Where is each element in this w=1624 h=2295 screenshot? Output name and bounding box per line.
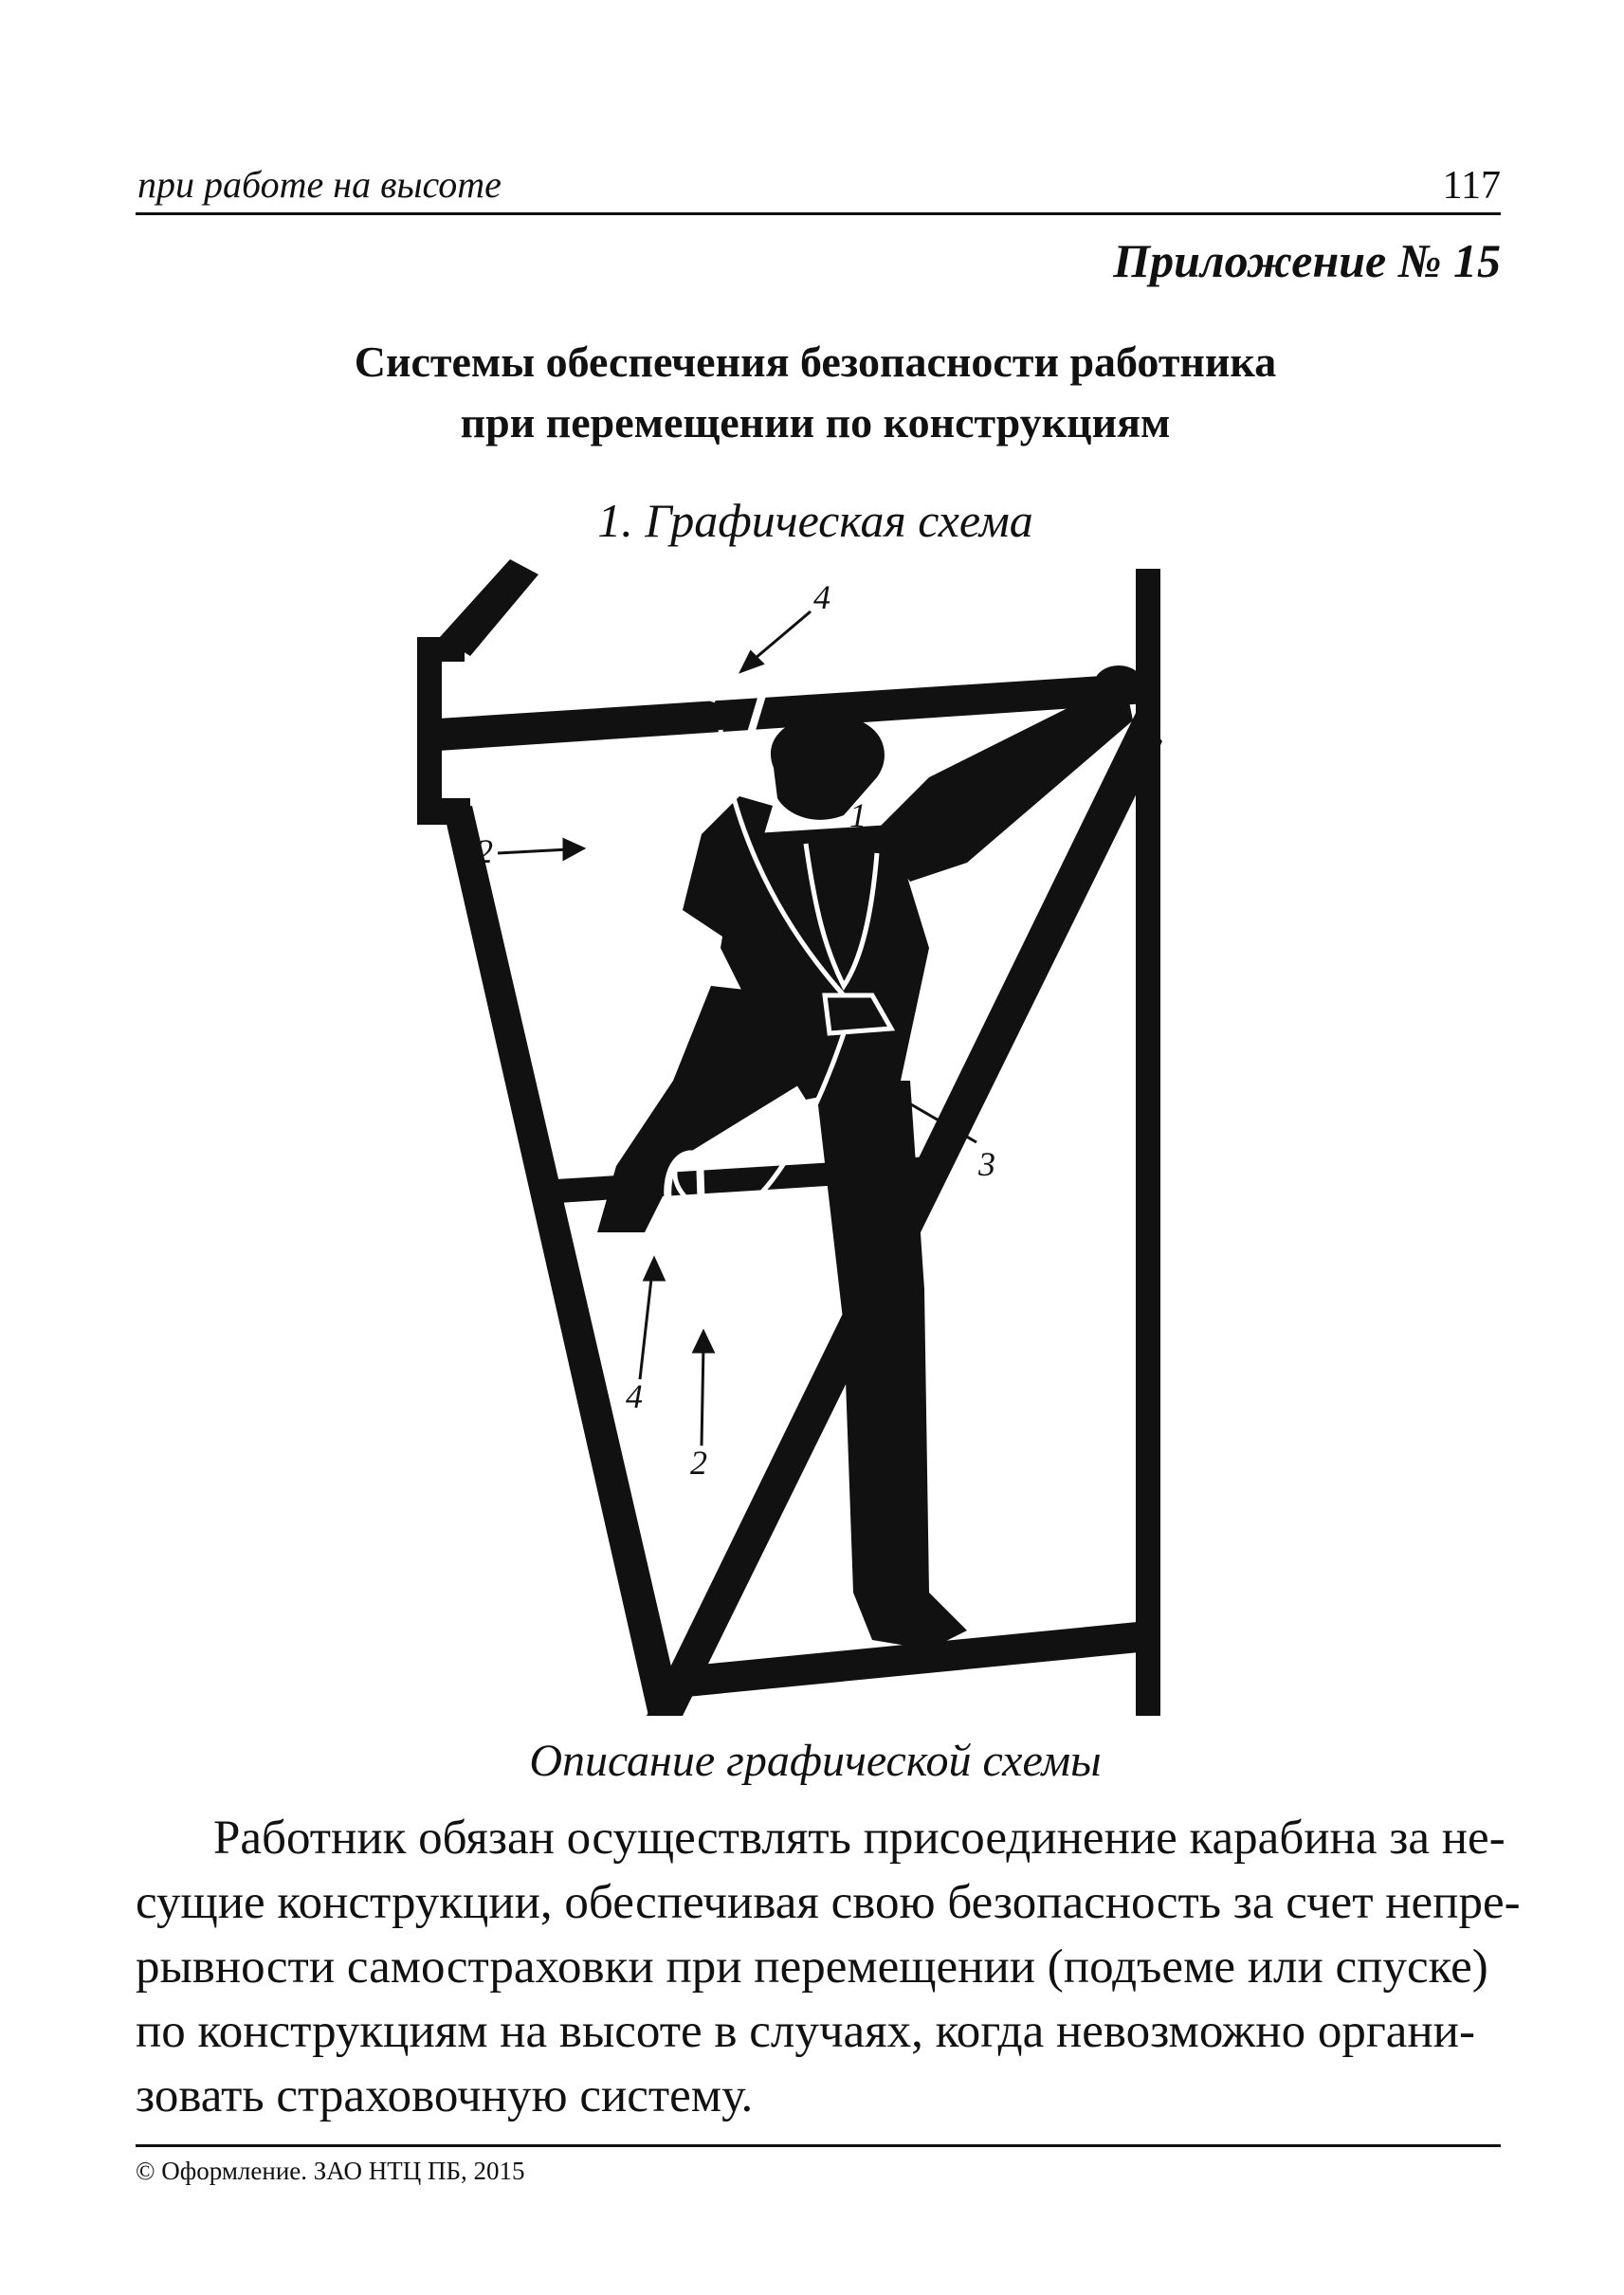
callout-label-2-upper: 2 [476,832,493,870]
callout-label-1: 1 [849,796,867,834]
callout-label-4-top: 4 [813,578,830,616]
graphic-scheme-figure [398,550,1232,1716]
appendix-label: Приложение № 15 [1113,234,1501,287]
callout-label-4-bottom: 4 [626,1377,643,1415]
callout-label-3: 3 [978,1145,995,1183]
callout-label-2-lower: 2 [690,1444,707,1482]
body-line: Работник обязан осуществлять присоединение карабина за не- [213,1812,1505,1865]
body-line: рывности самостраховки при перемещении (подъеме или спуске) [136,1940,1488,1994]
body-paragraph [136,1806,1521,2128]
left-diagonal [444,806,683,1716]
document-title-line-2: при перемещении по конструкциям [460,398,1171,446]
section-heading: 1. Графическая схема [597,494,1033,547]
figure-caption: Описание графической схемы [529,1736,1102,1786]
body-line: по конструкциям на высоте в случаях, когда невозможно органи- [136,2005,1475,2058]
body-line: зовать страховочную систему. [136,2069,754,2122]
running-header [136,159,1501,215]
worker-head [771,716,885,820]
running-title: при работе на высоте [137,163,502,206]
footer-copyright: © Оформление. ЗАО НТЦ ПБ, 2015 [136,2144,1501,2186]
document-title-line-1: Системы обеспечения безопасности работника [354,337,1277,386]
worker-hand [1094,665,1143,703]
page-number: 117 [1442,164,1501,208]
body-line: сущие конструкции, обеспечивая свою безопасность за счет непре- [136,1876,1521,1929]
figure-illustration [398,550,1232,1716]
